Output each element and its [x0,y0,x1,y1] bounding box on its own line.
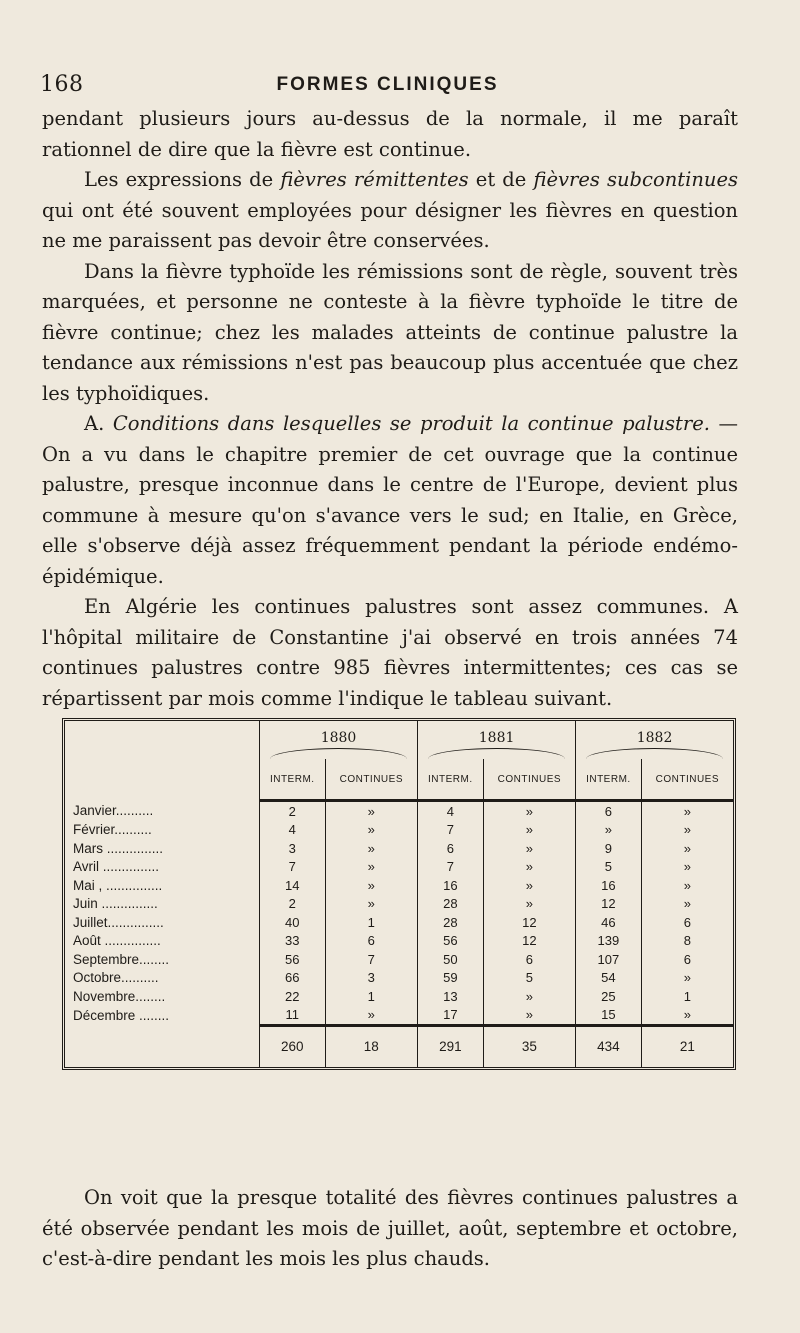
table-cell: » [683,1007,691,1023]
month-label: Juillet............... [65,913,260,931]
table-cell: 16 [576,876,642,894]
table-cell: 5 [576,858,642,876]
emphasis-subcontinues: fièvres subcontinues [533,168,739,191]
paragraph-3: Dans la fièvre typhoïde les rémissions sont de règle, souvent très marquées, et personne ne conteste à la fièvre typhoïde le titre de fièvre continue; chez les malades atteints de continue palustre la tendance aux rémissions n'est pas beaucoup plus accentuée que chez les typhoïdiques. [42,259,738,405]
table-cell: 8 [683,933,691,949]
table-cell: 54 [576,968,642,986]
table-row [65,895,733,913]
table-cell: 14 [260,876,326,894]
table-cell: » [483,987,576,1005]
total-cell: 291 [418,1025,484,1067]
table-cell: 2 [260,801,326,821]
table-cell: 9 [576,839,642,857]
body-text-top [42,104,738,714]
table-row [65,931,733,949]
table-cell: » [325,801,418,821]
table-row [65,801,733,821]
table-cell: » [483,876,576,894]
table-cell: » [483,801,576,821]
table-cell: 66 [260,968,326,986]
table-cell: 7 [325,950,418,968]
table-row [65,821,733,839]
table-corner [65,721,260,801]
section-heading-conditions: Conditions dans lesquelles se produit la continue palustre. [112,412,710,435]
table-cell: 6 [683,951,691,967]
paragraph-4-text-b: — On a vu dans le chapitre premier de cet ouvrage que la continue palustre, presque inconnue dans le centre de l'Europe, devient plus commune à mesure qu'on s'avance vers le sud; en Italie, en Grèce, elle s'observe déjà assez fréquemment pendant la période endémo-épidémique. [42,412,739,588]
table-cell: 7 [260,858,326,876]
paragraph-2-text-a: Les expressions de [84,168,281,191]
table-cell: 6 [325,931,418,949]
table-cell: » [683,970,691,986]
paragraph-2-text-b: et de [468,168,534,191]
table-cell: » [325,1005,418,1025]
year-header-1880: 1880 [260,721,418,759]
emphasis-remittentes: fièvres rémittentes [280,168,469,191]
table-cell: 40 [260,913,326,931]
table-cell: » [483,895,576,913]
table-cell: 46 [576,913,642,931]
table-cell: 12 [483,913,576,931]
table-cell: 15 [576,1005,642,1025]
table-cell: 6 [483,950,576,968]
table-cell: 1 [325,987,418,1005]
paragraph-2-text-c: qui ont été souvent employées pour désigner les fièvres en question ne me paraissent pas devoir être conservées. [42,198,738,252]
table-cell: » [576,821,642,839]
column-header: CONTINUES [325,759,418,801]
table-cell: 7 [418,858,484,876]
table-row [65,913,733,931]
paragraph-4-text-a: A. [84,412,113,435]
column-header: INTERM. [576,759,642,801]
table-row [65,876,733,894]
table-cell: » [683,859,691,875]
totals-label-cell [65,1025,260,1067]
table-cell: 17 [418,1005,484,1025]
table-cell: 3 [325,968,418,986]
year-header-1881: 1881 [418,721,576,759]
table-cell: 5 [483,968,576,986]
page-header [40,62,735,102]
column-header: INTERM. [418,759,484,801]
table-cell: » [325,895,418,913]
month-label: Août ............... [65,931,260,949]
table-body [65,801,733,1068]
table-cell: 33 [260,931,326,949]
table-cell: 107 [576,950,642,968]
paragraph-6: On voit que la presque totalité des fièvres continues palustres a été observée pendant les mois de juillet, août, septembre et octobre, c'est-à-dire pendant les mois les plus chauds. [42,1186,738,1270]
table-cell: 16 [418,876,484,894]
month-label: Décembre ........ [65,1005,260,1025]
table-cell: » [325,876,418,894]
table-row [65,1005,733,1025]
table-cell: 2 [260,895,326,913]
paragraph-4 [42,409,738,592]
table-cell: » [325,821,418,839]
month-label: Octobre.......... [65,968,260,986]
column-header: CONTINUES [483,759,576,801]
total-cell: 21 [641,1025,733,1067]
month-label: Novembre........ [65,987,260,1005]
table-cell: » [683,822,691,838]
table-cell: » [683,803,691,819]
table-cell: » [325,839,418,857]
table-cell: » [325,858,418,876]
totals-row [65,1025,733,1067]
table-cell: » [683,877,691,893]
table-cell: » [483,858,576,876]
month-label: Juin ............... [65,895,260,913]
table-cell: 6 [418,839,484,857]
running-head: FORMES CLINIQUES [276,74,499,95]
monthly-fever-table [62,718,736,1070]
table-cell: 25 [576,987,642,1005]
total-cell: 434 [576,1025,642,1067]
table-cell: 4 [260,821,326,839]
month-label: Avril ............... [65,858,260,876]
table-row [65,858,733,876]
total-cell: 260 [260,1025,326,1067]
table-cell: 7 [418,821,484,839]
paragraph-5: En Algérie les continues palustres sont assez communes. A l'hôpital militaire de Constantine j'ai observé en trois années 74 continues palustres contre 985 fièvres intermittentes; ces cas se répartissent par mois comme l'indique le tableau suivant. [42,595,738,710]
table-row [65,968,733,986]
table-cell: 56 [260,950,326,968]
paragraph-1: pendant plusieurs jours au-dessus de la normale, il me paraît rationnel de dire que la fièvre est continue. [42,107,738,161]
table-cell: 13 [418,987,484,1005]
table-cell: 56 [418,931,484,949]
page-number: 168 [40,72,84,97]
month-label: Mai , ............... [65,876,260,894]
table-cell: 4 [418,801,484,821]
table-cell: 139 [576,931,642,949]
table-cell: » [483,839,576,857]
month-label: Février.......... [65,821,260,839]
total-cell: 35 [483,1025,576,1067]
month-label: Janvier.......... [65,801,260,821]
table-cell: » [483,821,576,839]
column-header: INTERM. [260,759,326,801]
table-cell: 6 [683,914,691,930]
paragraph-2 [42,165,738,257]
table-cell: » [483,1005,576,1025]
table-cell: 12 [483,931,576,949]
column-header: CONTINUES [641,759,733,801]
table-cell: 59 [418,968,484,986]
table-row [65,839,733,857]
table-cell: 28 [418,913,484,931]
table-cell: 3 [260,839,326,857]
table-cell: 28 [418,895,484,913]
table-cell: 12 [576,895,642,913]
total-cell: 18 [325,1025,418,1067]
body-text-bottom [42,1183,738,1275]
year-header-1882: 1882 [576,721,733,759]
table-cell: 1 [325,913,418,931]
table-cell: 22 [260,987,326,1005]
table-cell: 1 [683,988,691,1004]
table-row [65,950,733,968]
month-label: Mars ............... [65,839,260,857]
table-cell: 6 [576,801,642,821]
month-label: Septembre........ [65,950,260,968]
table-cell: » [683,896,691,912]
table-row [65,987,733,1005]
table-cell: 50 [418,950,484,968]
table-cell: » [683,840,691,856]
table-cell: 11 [260,1005,326,1025]
